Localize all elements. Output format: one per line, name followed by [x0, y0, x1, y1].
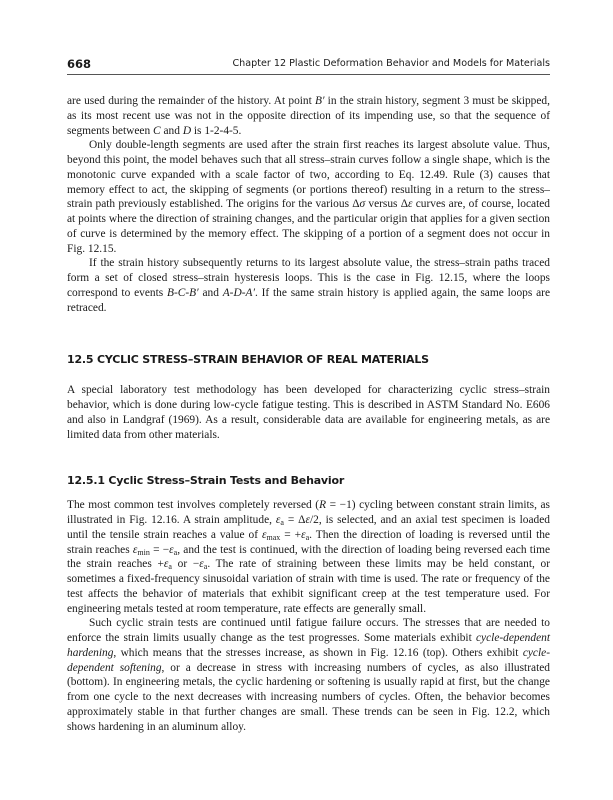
text-run: are used during the remainder of the history. At point [67, 95, 315, 107]
body-paragraph [67, 383, 550, 442]
text-run: versus Δ [365, 198, 409, 211]
text-run: Only double-length segments are used after the strain first reaches its largest absolute value. Thus, beyond this point, the model behaves such that all stress–strain curves follow a single shape, which is the monotonic curve expanded with a scale factor of two, according to Eq. 12.49. Rule (3) causes that memory effect to act, the skipping of segments (or portions thereof) resulting in a return to the stress–strain path previously established. The origins for the various Δ [67, 139, 550, 211]
text-run: ε [305, 514, 310, 526]
text-run: C [153, 124, 161, 137]
text-run: σ [359, 198, 366, 211]
text-run: ε [163, 558, 169, 571]
text-run: A-D-A′ [222, 286, 255, 299]
subscript: a [203, 562, 208, 572]
paragraphs-section [67, 383, 550, 442]
text-run: If the strain history subsequently returns to its largest absolute value, the stress–strain paths traced form a set of closed stress–strain hysteresis loops. This is the case in Fig. 12.15, where the loops correspond to events [67, 257, 550, 299]
text-run: cycle-dependent hardening [67, 632, 550, 659]
running-title: Chapter 12 Plastic Deformation Behavior and Models for Materials [232, 58, 550, 69]
body-paragraph [67, 498, 550, 616]
body-paragraph [67, 94, 550, 138]
text-run: B′ [315, 95, 325, 107]
text-run: and [198, 286, 223, 299]
subscript: a [168, 562, 172, 572]
text-run: ε [275, 514, 281, 526]
text-run: . If the same strain history is applied again, the same loops are retraced. [67, 286, 550, 314]
text-run: curves are, of course, located at points where the direction of straining changes, and the particular origin that applies for a given section of curve is determined by the memory effect. The skipping of a portion of a segment does not occur in Fig. 12.15. [67, 198, 551, 255]
paragraphs-subsection [67, 498, 550, 734]
text-run: Such cyclic strain tests are continued until fatigue failure occurs. The stresses that are needed to enforce the strain limits usually change as the test progresses. Some materials exhibit [67, 617, 550, 644]
text-run: . Then the direction of loading is reversed until the strain reaches [67, 528, 550, 556]
text-run: ε [262, 528, 267, 541]
text-run: ε [301, 528, 306, 541]
body-paragraph [67, 616, 550, 734]
body-paragraph [67, 256, 550, 315]
page-body [67, 94, 550, 734]
text-run: D [182, 124, 192, 137]
text-run: . The rate of straining between these limits may be held constant, or sometimes a fixed-frequency sinusoidal variation of strain with time is used. The rate or frequency of the test affects the behavior of materials that exhibit significant creep at the test temperature used. For engineering metals tested at room temperature, rate effects are generally small. [67, 558, 551, 615]
text-run: in the strain history, segment 3 must be skipped, as its most recent use was not in the opposite direction of its impending use, so that the sequence of segments between [67, 95, 550, 137]
text-run: /2, is selected, and an axial test specimen is loaded until the tensile strain reaches a value of [67, 514, 550, 541]
text-run: ε [408, 198, 413, 211]
body-paragraph [67, 138, 550, 256]
text-run: cycle-dependent softening [67, 646, 550, 674]
subscript: max [266, 532, 281, 542]
subscript: a [280, 518, 284, 527]
text-run: ε [132, 543, 138, 556]
text-run: The most common test involves completely reversed ( [67, 499, 320, 512]
subsection-heading: 12.5.1 Cyclic Stress–Strain Tests and Behavior [67, 474, 345, 488]
text-run: = − [149, 543, 170, 556]
text-run: , and the test is continued, with the direction of loading being reversed each time the strain reaches + [67, 543, 550, 571]
text-run: B-C-B′ [167, 286, 199, 299]
text-run: or − [171, 558, 200, 571]
paragraphs-top [67, 94, 550, 315]
text-run: = −1) cycling between constant strain limits, as illustrated in Fig. 12.16. A strain amplitude, [67, 499, 550, 526]
text-run: ε [199, 558, 204, 571]
text-run: , or a decrease in stress with increasing numbers of cycles, as also illustrated (bottom). In engineering metals, the cyclic hardening or softening is usually rapid at first, but the change from one cycle to the next decreases with increasing numbers of cycles. Often, the behavior becomes approximately stable in that further changes are small. These trends can be seen in Fig. 12.2, which shows hardening in an aluminum alloy. [67, 661, 550, 733]
subscript: a [173, 547, 178, 557]
text-run: = Δ [283, 514, 306, 526]
section-heading: 12.5 CYCLIC STRESS–STRAIN BEHAVIOR OF REAL MATERIALS [67, 353, 429, 367]
page-header [67, 57, 550, 75]
text-run: R [319, 499, 327, 512]
text-run: and [160, 124, 183, 137]
text-run: , which means that the stresses increase, as shown in Fig. 12.16 (top). Others exhibit [113, 646, 523, 659]
page-number: 668 [67, 57, 92, 71]
subscript: a [305, 532, 310, 542]
text-run: is 1-2-4-5. [191, 124, 242, 137]
subscript: min [137, 547, 150, 557]
text-run: ε [169, 543, 174, 556]
text-run: A special laboratory test methodology has been developed for characterizing cyclic stress–strain behavior, which is done during low-cycle fatigue testing. This is described in ASTM Standard No. E606 and also in Landgraf (1969). As a result, considerable data are available for engineering metals, as are limited data from other materials. [67, 384, 550, 441]
text-run: = + [280, 528, 302, 541]
